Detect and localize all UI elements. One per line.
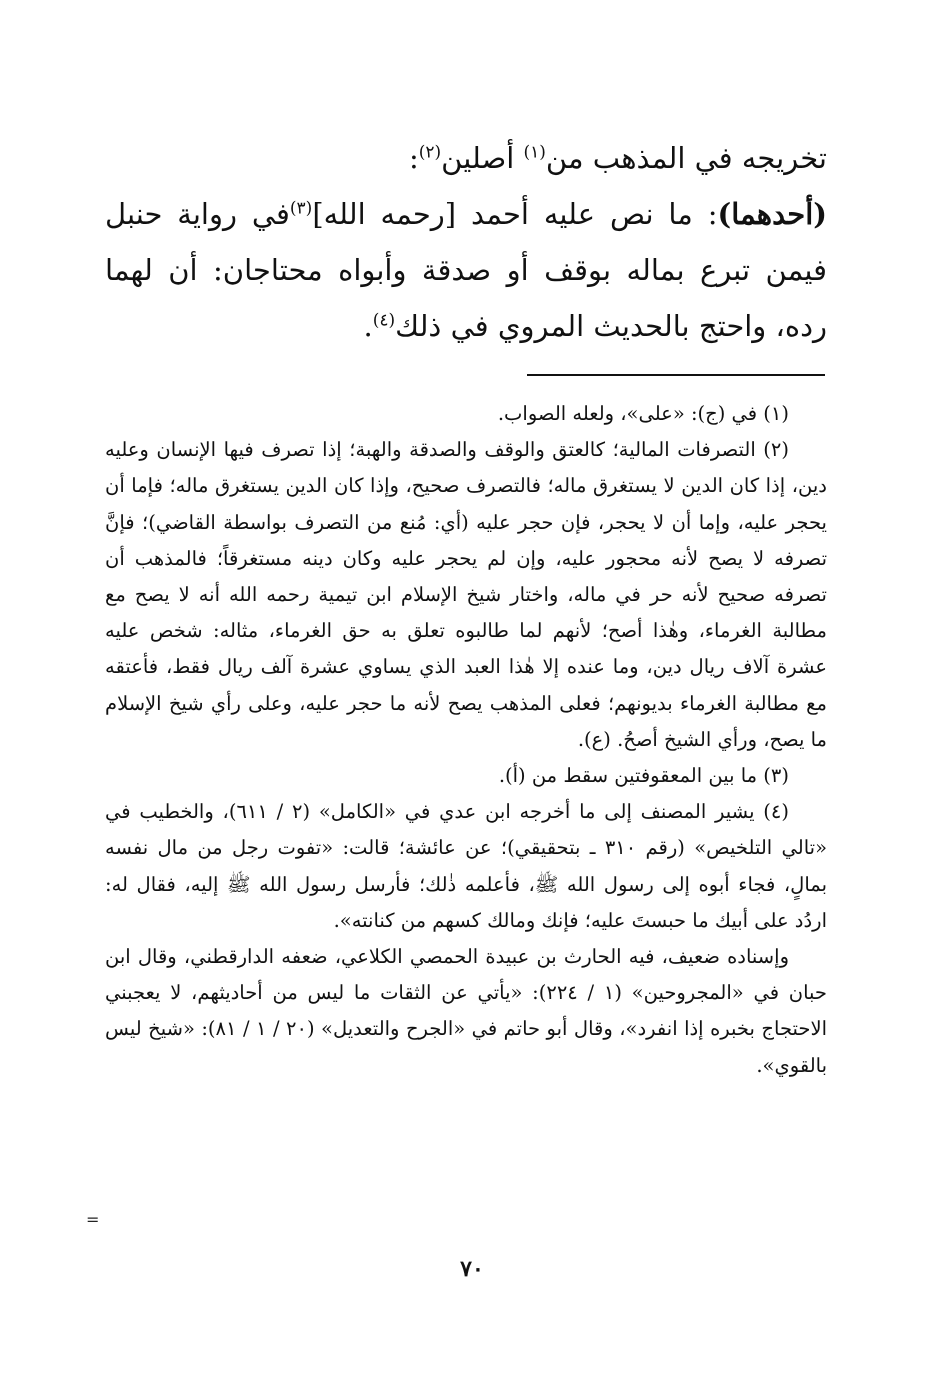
margin-mark: = [86, 1210, 100, 1229]
main-line-1-end: : [408, 141, 419, 175]
main-paragraph-2 [105, 186, 827, 354]
footnote-ref-2: (٢) [418, 142, 442, 163]
footnote-3: (٣) ما بين المعقوفتين سقط من (أ). [498, 764, 789, 788]
footnote-4-continued: وإسناده ضعيف، فيه الحارث بن عبيدة الحمصي الكلاعي، ضعفه الدارقطني، وقال ابن حبان في «المجروحين» (١ / ٢٢٤): «يأتي عن الثقات ما ليس من أحاديثهم، لا يعجبني الاحتجاج بخبره إذا انفرد»، وقال أبو حاتم في «الجرح والتعديل» (٢٠ / ١ / ٨١): «شيخ ليس بالقوي». [105, 945, 828, 1077]
footnote-1: (١) في (ج): «على»، ولعله الصواب. [497, 402, 789, 425]
footnote-ref-3: (٣) [289, 198, 313, 219]
main-line-1-mid: أصلين [441, 141, 524, 175]
footnote-separator [527, 374, 825, 376]
main-line-1 [105, 130, 827, 186]
footnote-2: (٢) التصرفات المالية؛ كالعتق والوقف والصدقة والهبة؛ إذا تصرف فيها الإنسان وعليه دين، إذا كان الدين لا يستغرق ماله؛ فالتصرف صحيح، وإذا كان الدين يستغرق ماله؛ فإما أن يحجر عليه، وإما أن لا يحجر، فإن حجر عليه (أي: مُنع من التصرف بواسطة القاضي)؛ فإنَّ تصرفه لا يصح لأنه محجور عليه، وإن لم يحجر عليه وكان دينه مستغرقاً؛ فالمذهب أن تصرفه صحيح لأنه حر في ماله، واختار شيخ الإسلام ابن تيمية رحمه الله أنه لا يصح مع مطالبة الغرماء، وهٰذا أصح؛ لأنهم لما طالبوه تعلق به حق الغرماء، مثاله: شخص عليه عشرة آلاف ريال دين، وما عنده إلا هٰذا العبد الذي يساوي عشرة آلف ريال فقط، فأعتقه مع مطالبة الغرماء بديونهم؛ فعلى المذهب يصح لأنه ما حجر عليه، وعلى رأي شيخ الإسلام ما يصح، ورأي الشيخ أصحُ. (ع). [105, 438, 827, 751]
paragraph-end: . [363, 309, 373, 343]
footnote-ref-1: (١) [523, 142, 546, 163]
main-text [105, 130, 827, 354]
footnote-ref-4: (٤) [372, 310, 396, 331]
paragraph-text-b: في رواية حنبل فيمن تبرع بماله بوقف أو صدقة وأبواه محتاجان: أن لهما رده، واحتج بالحديث المروي في ذلك [105, 197, 827, 343]
footnote-4: (٤) يشير المصنف إلى ما أخرجه ابن عدي في «الكامل» (٢ / ٦١١)، والخطيب في «تالي التلخيص» (رقم ٣١٠ ـ بتحقيقي)؛ عن عائشة؛ قالت: «تفوت رجل من مال نفسه بمالٍ، فجاء أبوه إلى رسول الله ﷺ، فأعلمه ذٰلك؛ فأرسل رسول الله ﷺ إليه، فقال له: اردُد على أبيك ما حبستَ عليه؛ فإنك ومالك كسهم من كنانته». [105, 800, 827, 932]
page-number: ٧٠ [460, 1256, 484, 1282]
footnotes [105, 396, 827, 1084]
main-line-1-text: تخريجه في المذهب من [545, 141, 827, 175]
paragraph-text-a: : ما نص عليه أحمد [رحمه الله] [312, 197, 718, 231]
paragraph-lead: (أحدهما) [717, 197, 828, 231]
